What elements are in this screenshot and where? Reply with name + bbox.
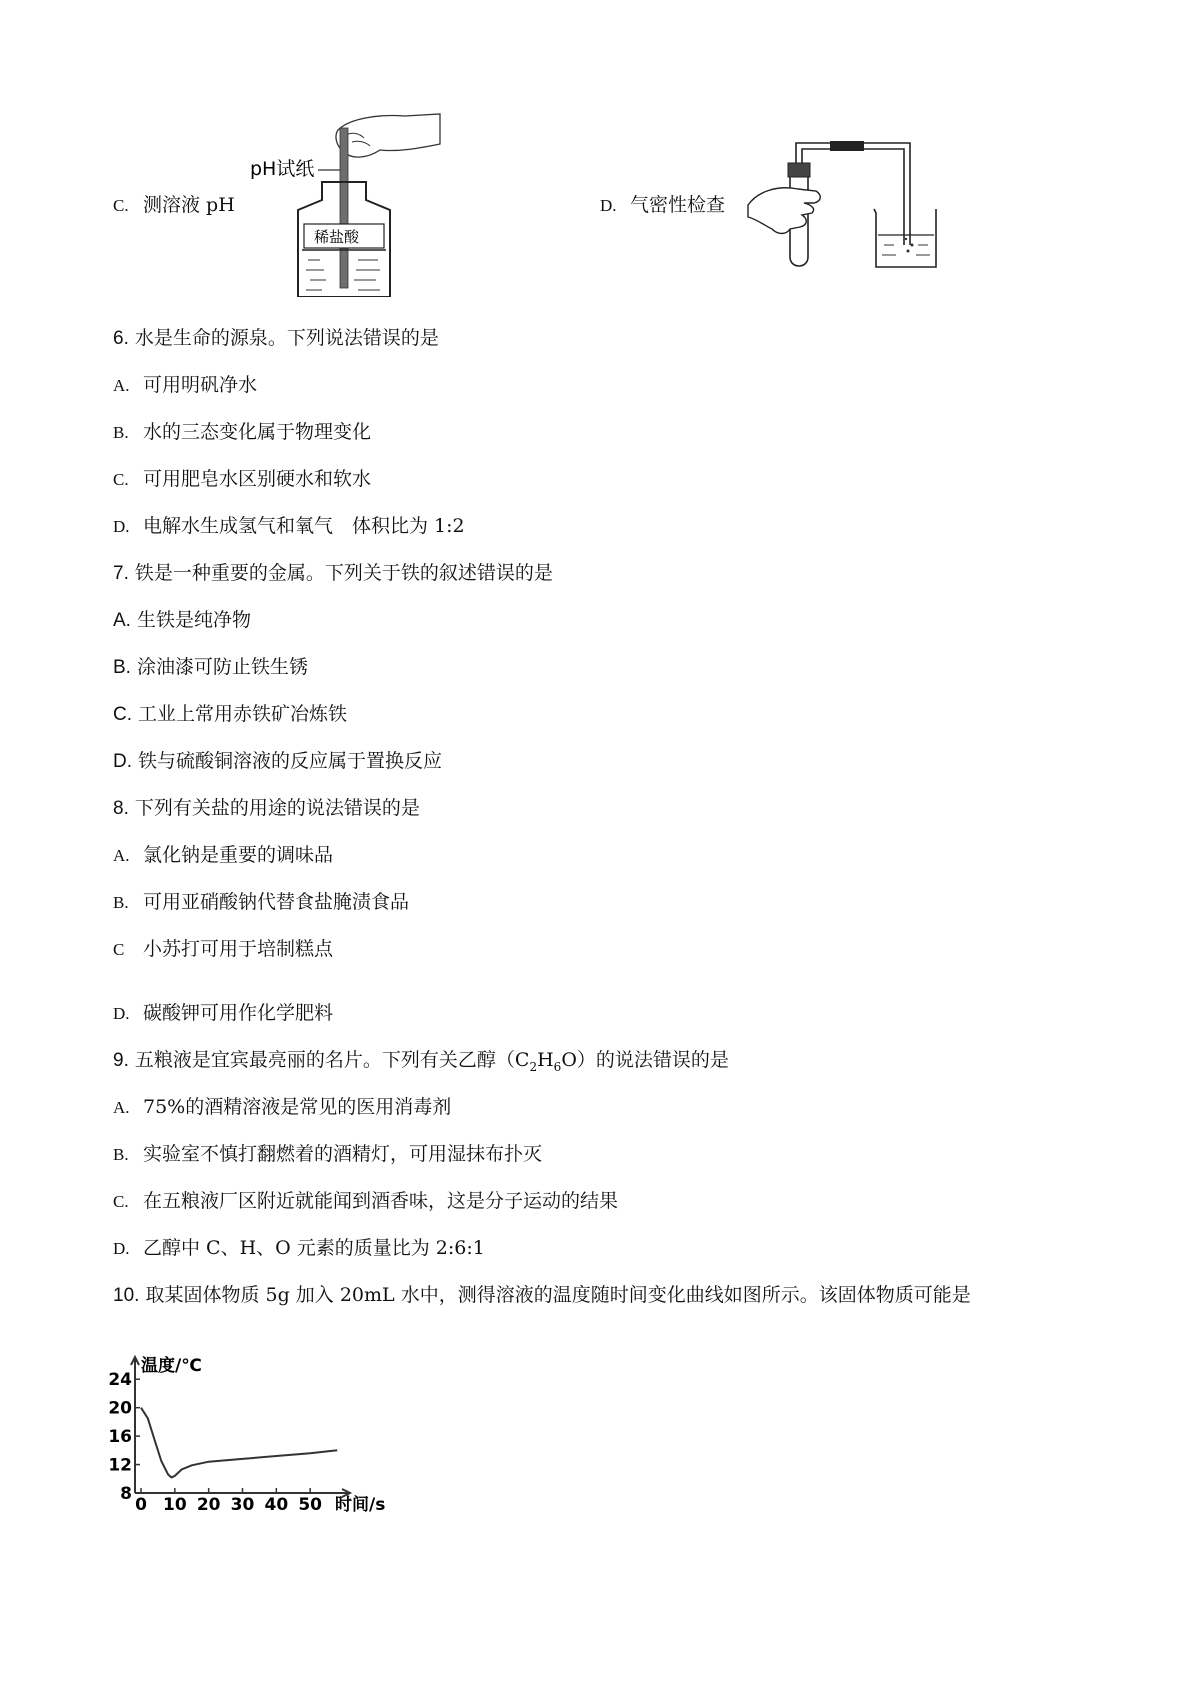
option-text: 小苏打可用于培制糕点 [143, 938, 334, 960]
question-text: 铁是一种重要的金属。下列关于铁的叙述错误的是 [134, 562, 553, 584]
option-text: 可用明矾净水 [143, 374, 258, 396]
option-letter: C. [113, 196, 129, 215]
option-c-ph [113, 192, 235, 219]
option-text: 测溶液 pH [143, 194, 235, 216]
option-letter: A. [113, 376, 130, 395]
y-tick-label: 12 [108, 1455, 132, 1476]
ph-test-figure [240, 112, 470, 297]
q7-option-d [113, 748, 442, 775]
option-text: 可用亚硝酸钠代替食盐腌渍食品 [143, 891, 410, 913]
q6-option-d [113, 513, 465, 540]
x-axis-label: 时间/s [335, 1495, 386, 1515]
option-text: 实验室不慎打翻燃着的酒精灯，可用湿抹布扑灭 [143, 1143, 543, 1165]
q7-option-c [113, 701, 347, 728]
option-text: 在五粮液厂区附近就能闻到酒香味，这是分子运动的结果 [143, 1190, 619, 1212]
option-letter: C. [113, 1192, 129, 1211]
x-tick-label: 0 [135, 1495, 147, 1515]
x-tick-label: 20 [196, 1495, 221, 1515]
question-number: 9. [113, 1050, 129, 1071]
q9-option-c [113, 1188, 618, 1215]
option-text: 75%的酒精溶液是常见的医用消毒剂 [143, 1096, 452, 1118]
question-number: 7. [113, 563, 129, 584]
airtight-check-figure [742, 135, 942, 275]
option-text: 碳酸钾可用作化学肥料 [143, 1002, 334, 1024]
x-tick-label: 50 [298, 1495, 323, 1515]
option-text: 可用肥皂水区别硬水和软水 [143, 468, 372, 490]
bottle-label: 稀盐酸 [314, 228, 360, 246]
x-tick-label: 10 [162, 1495, 187, 1515]
option-letter: D. [113, 1239, 130, 1258]
option-letter: C [113, 940, 125, 959]
question-text: 五粮液是宜宾最亮丽的名片。下列有关乙醇（C [134, 1049, 530, 1071]
question-8-stem [113, 795, 420, 822]
q9-option-b [113, 1141, 542, 1168]
q6-option-a [113, 372, 257, 399]
option-text: 乙醇中 C、H、O 元素的质量比为 2:6:1 [143, 1237, 485, 1259]
option-text: 涂油漆可防止铁生锈 [137, 656, 309, 678]
option-letter: D. [600, 196, 617, 215]
series-line-temperature [141, 1408, 337, 1478]
question-number: 6. [113, 328, 129, 349]
y-tick-label: 24 [108, 1370, 132, 1391]
y-tick-label: 16 [108, 1427, 132, 1448]
q9-option-d [113, 1235, 485, 1262]
option-letter: B. [113, 1145, 129, 1164]
question-text-end: O）的说法错误的是 [561, 1049, 729, 1071]
ph-paper-label: pH试纸 [250, 158, 315, 180]
option-letter: D. [113, 751, 132, 772]
option-text: 生铁是纯净物 [137, 609, 252, 631]
q8-option-a [113, 842, 333, 869]
option-text: 电解水生成氢气和氧气 体积比为 1:2 [143, 515, 465, 537]
option-letter: D. [113, 517, 130, 536]
option-letter: D. [113, 1004, 130, 1023]
question-10-stem [113, 1282, 971, 1309]
subscript-2: 2 [529, 1059, 538, 1074]
option-text: 气密性检查 [630, 194, 726, 216]
option-text: 水的三态变化属于物理变化 [143, 421, 372, 443]
option-letter: B. [113, 657, 131, 678]
option-letter: B. [113, 423, 129, 442]
q7-option-a [113, 607, 251, 634]
q7-option-b [113, 654, 308, 681]
option-letter: A. [113, 1098, 130, 1117]
question-9-stem [113, 1047, 729, 1080]
option-d-airtight [600, 192, 725, 219]
q8-option-b [113, 889, 409, 916]
chart-axes [131, 1357, 350, 1497]
question-number: 8. [113, 798, 129, 819]
question-number: 10. [113, 1285, 140, 1306]
y-tick-label: 20 [108, 1398, 132, 1419]
question-text: 水是生命的源泉。下列说法错误的是 [134, 327, 439, 349]
option-text: 氯化钠是重要的调味品 [143, 844, 334, 866]
y-axis-label: 温度/℃ [141, 1356, 202, 1376]
x-tick-label: 30 [230, 1495, 255, 1515]
subscript-6: 6 [553, 1059, 562, 1074]
option-letter: C. [113, 704, 132, 725]
q8-option-d [113, 1000, 333, 1027]
y-tick-label: 8 [120, 1484, 132, 1504]
q8-option-c [113, 936, 333, 963]
q9-option-a [113, 1094, 451, 1121]
temperature-chart [105, 1345, 415, 1530]
x-tick-label: 40 [264, 1495, 289, 1515]
option-letter: C. [113, 470, 129, 489]
question-text: 下列有关盐的用途的说法错误的是 [134, 797, 420, 819]
option-letter: B. [113, 893, 129, 912]
question-7-stem [113, 560, 553, 587]
option-letter: A. [113, 846, 130, 865]
q6-option-b [113, 419, 371, 446]
question-6-stem [113, 325, 439, 352]
option-letter: A. [113, 610, 131, 631]
option-text: 铁与硫酸铜溶液的反应属于置换反应 [138, 750, 443, 772]
option-text: 工业上常用赤铁矿冶炼铁 [138, 703, 348, 725]
question-text: 取某固体物质 5g 加入 20mL 水中，测得溶液的温度随时间变化曲线如图所示。该固体物质可能是 [145, 1284, 971, 1306]
question-text-h: H [537, 1049, 554, 1071]
q6-option-c [113, 466, 371, 493]
